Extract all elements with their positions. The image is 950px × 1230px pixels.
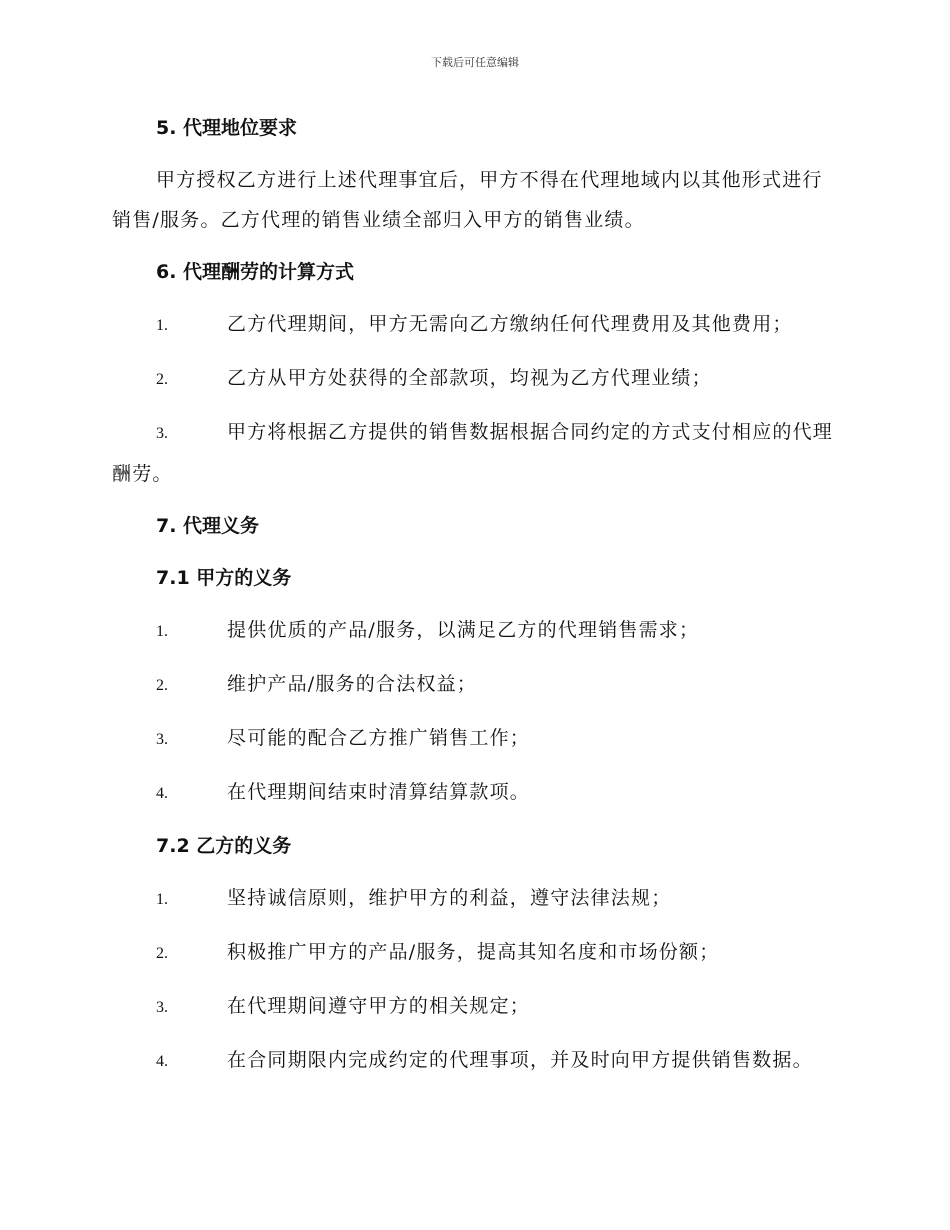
section-7-1-heading: 7.1 甲方的义务 xyxy=(156,567,292,589)
list-item xyxy=(112,412,837,494)
list-item-text: 尽可能的配合乙方推广销售工作； xyxy=(227,727,531,749)
section-7-2-heading: 7.2 乙方的义务 xyxy=(156,835,292,857)
list-item-number: 3. xyxy=(156,999,168,1016)
list-item xyxy=(112,664,837,706)
list-item xyxy=(112,718,837,760)
list-item-number: 2. xyxy=(156,945,168,962)
list-item-number: 3. xyxy=(156,425,168,442)
list-item-text: 甲方将根据乙方提供的销售数据根据合同约定的方式支付相应的代理酬劳。 xyxy=(112,421,834,485)
list-item-number: 2. xyxy=(156,371,168,388)
list-item xyxy=(112,772,837,814)
section-5-heading: 5. 代理地位要求 xyxy=(156,117,298,139)
document-body xyxy=(112,108,837,1094)
list-item-number: 1. xyxy=(156,891,168,908)
list-item-number: 4. xyxy=(156,785,168,802)
list-item-number: 3. xyxy=(156,731,168,748)
list-item-text: 乙方从甲方处获得的全部款项，均视为乙方代理业绩； xyxy=(227,367,712,389)
list-item xyxy=(112,1040,837,1082)
list-item-text: 乙方代理期间，甲方无需向乙方缴纳任何代理费用及其他费用； xyxy=(227,313,793,335)
list-item xyxy=(112,610,837,652)
list-item xyxy=(112,304,837,346)
section-6-heading: 6. 代理酬劳的计算方式 xyxy=(156,261,355,283)
list-item-text: 提供优质的产品/服务，以满足乙方的代理销售需求； xyxy=(227,619,700,641)
list-item-number: 1. xyxy=(156,317,168,334)
list-item xyxy=(112,932,837,974)
list-item-number: 2. xyxy=(156,677,168,694)
list-item-text: 坚持诚信原则，维护甲方的利益，遵守法律法规； xyxy=(227,887,672,909)
section-7-heading: 7. 代理义务 xyxy=(156,515,260,537)
list-item-text: 在合同期限内完成约定的代理事项，并及时向甲方提供销售数据。 xyxy=(227,1049,813,1071)
list-item-text: 在代理期间结束时清算结算款项。 xyxy=(227,781,531,803)
list-item xyxy=(112,358,837,400)
section-5-paragraph: 甲方授权乙方进行上述代理事宜后，甲方不得在代理地域内以其他形式进行销售/服务。乙方代理的销售业绩全部归入甲方的销售业绩。 xyxy=(112,169,823,231)
list-item-number: 1. xyxy=(156,623,168,640)
list-item xyxy=(112,878,837,920)
list-item-text: 在代理期间遵守甲方的相关规定； xyxy=(227,995,531,1017)
list-item xyxy=(112,986,837,1028)
list-item-text: 积极推广甲方的产品/服务，提高其知名度和市场份额； xyxy=(227,941,720,963)
page-header-note: 下载后可任意编辑 xyxy=(431,56,519,69)
list-item-text: 维护产品/服务的合法权益； xyxy=(227,673,478,695)
list-item-number: 4. xyxy=(156,1053,168,1070)
